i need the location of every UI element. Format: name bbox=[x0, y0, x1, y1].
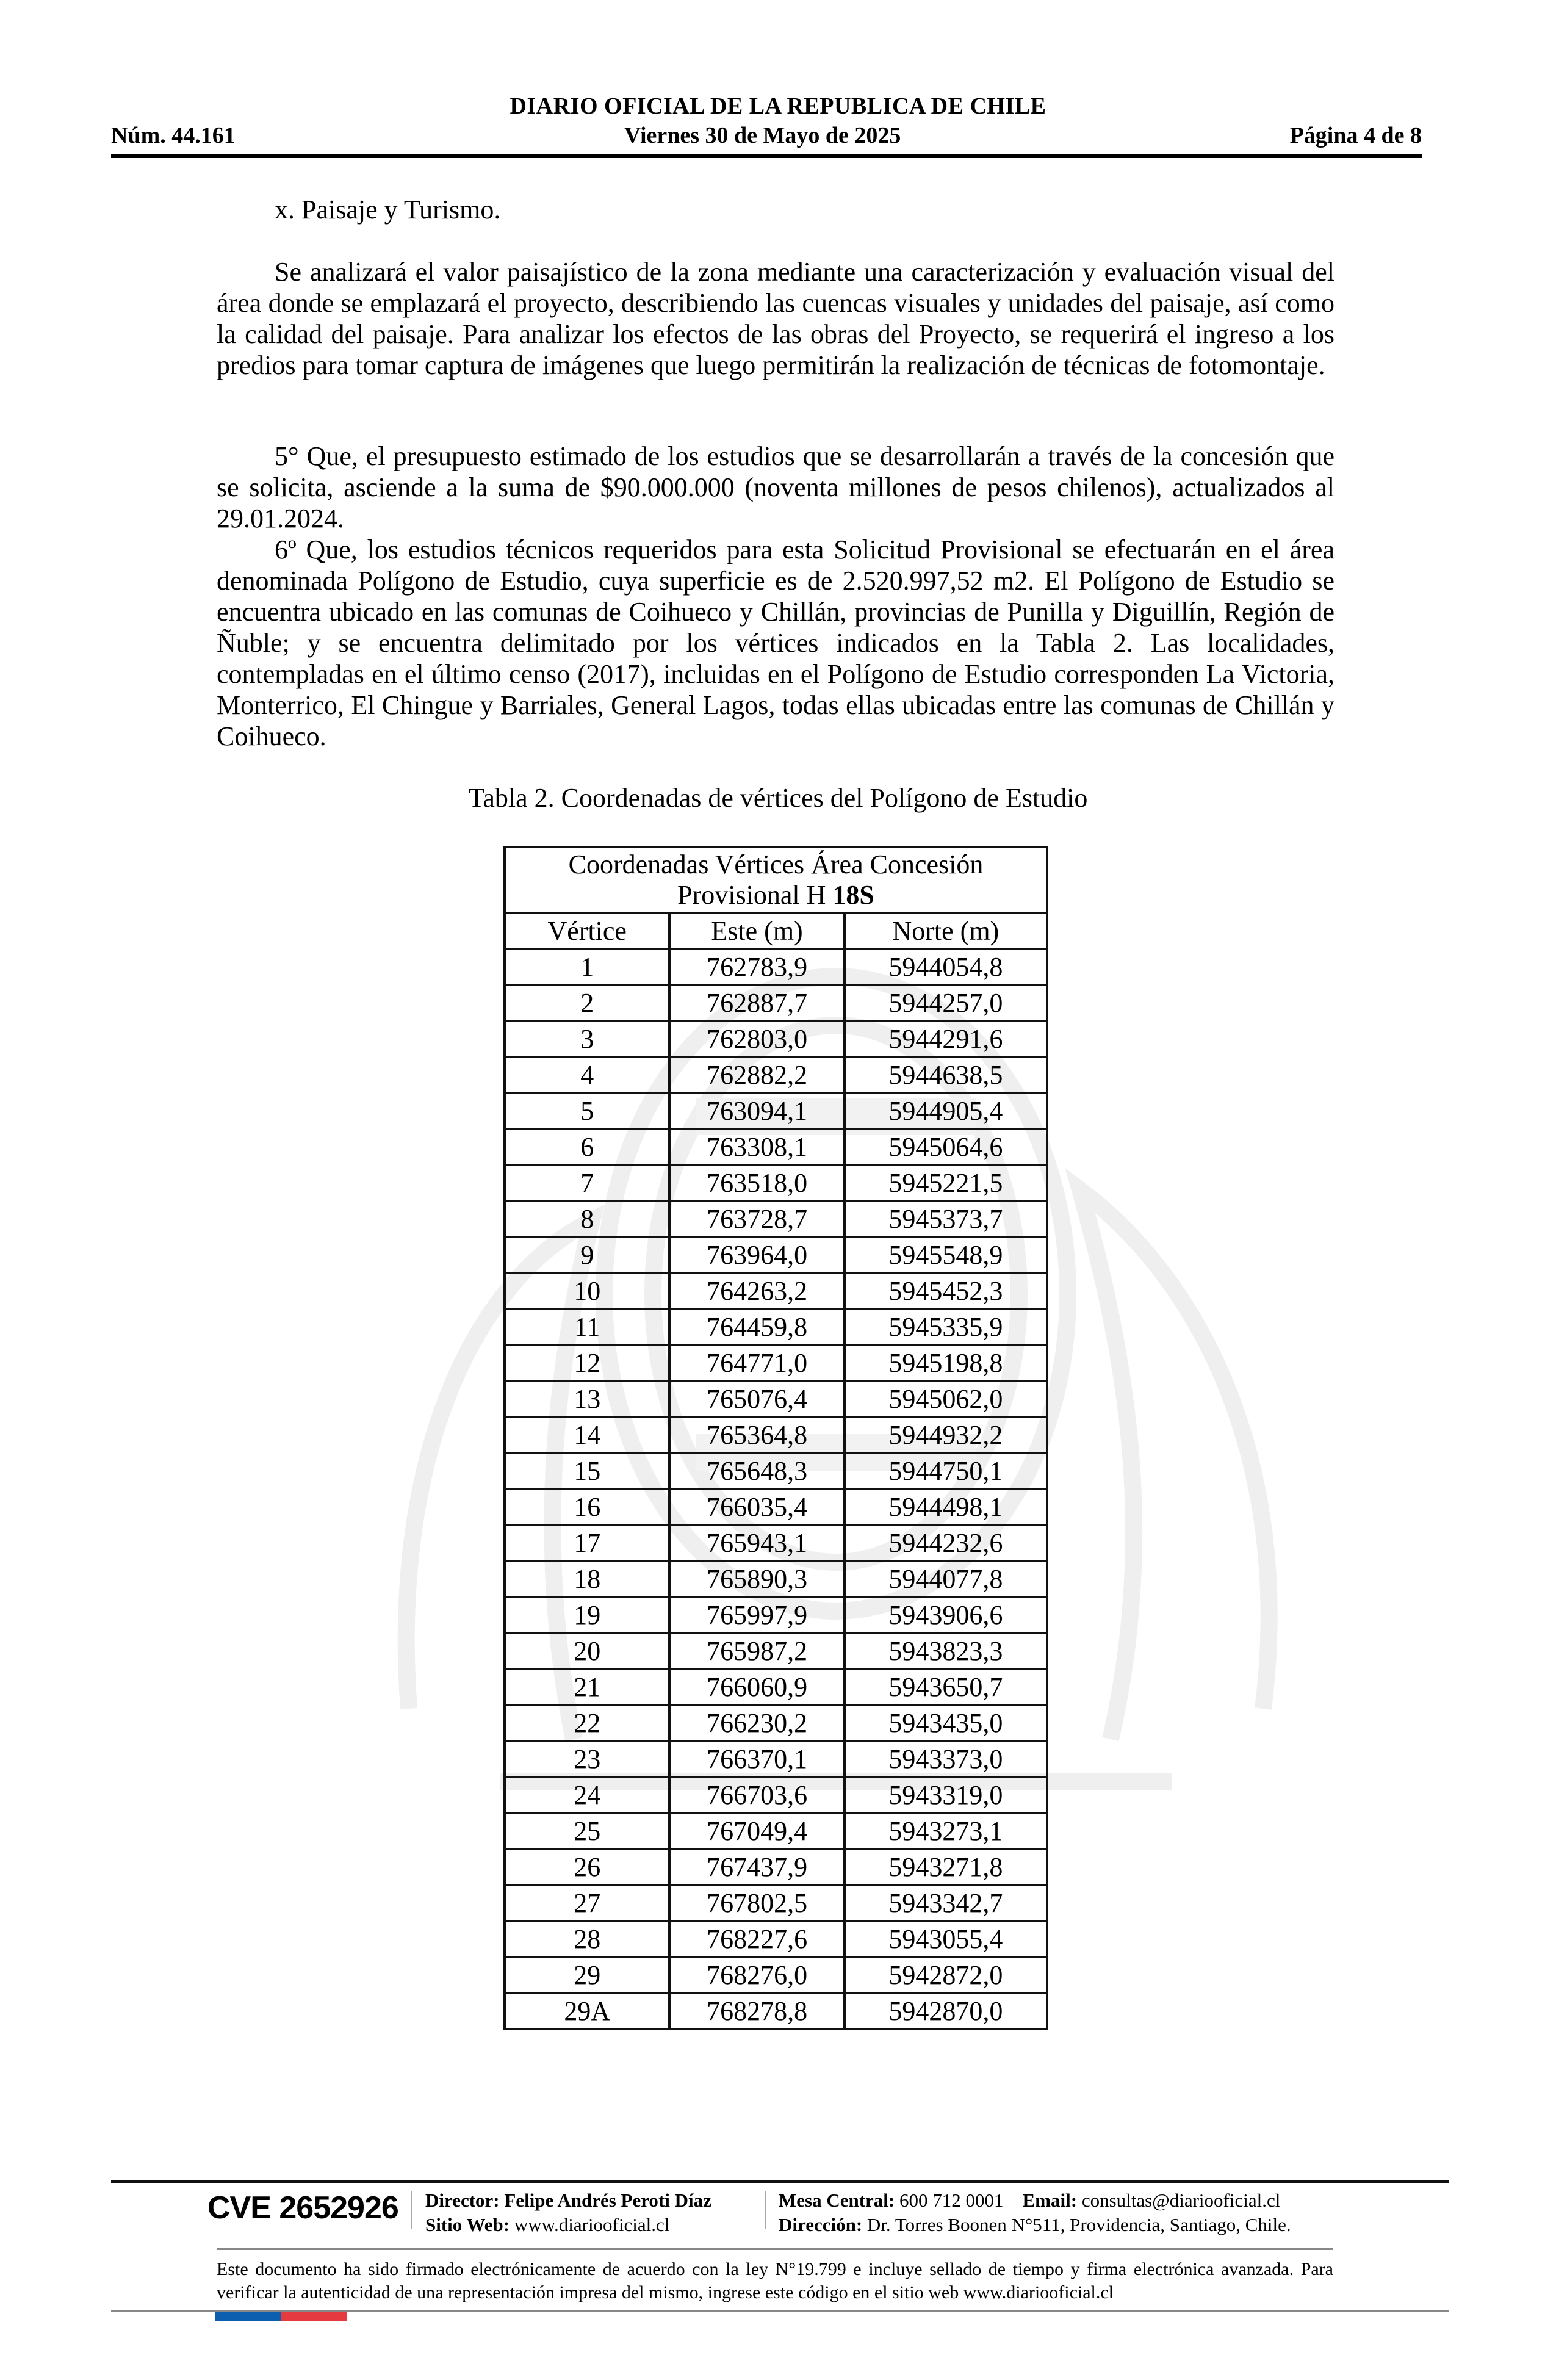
east-cell: 767437,9 bbox=[669, 1849, 844, 1885]
east-cell: 766035,4 bbox=[669, 1489, 844, 1525]
vertex-cell: 1 bbox=[505, 949, 669, 985]
table-title: Coordenadas Vértices Área Concesión Provisional H 18S bbox=[505, 847, 1047, 913]
east-cell: 765364,8 bbox=[669, 1417, 844, 1453]
east-cell: 766703,6 bbox=[669, 1777, 844, 1813]
table-row bbox=[505, 1237, 1047, 1273]
table-row bbox=[505, 1129, 1047, 1165]
east-cell: 765076,4 bbox=[669, 1381, 844, 1417]
east-cell: 762887,7 bbox=[669, 985, 844, 1021]
north-cell: 5943319,0 bbox=[845, 1777, 1047, 1813]
legal-notice: Este documento ha sido firmado electrónicamente de acuerdo con la ley N°19.799 e incluye sellado de tiempo y firma electrónica avanzada. Para verificar la autenticidad de una representación impresa del mismo, ingrese este código en el sitio web www.diariooficial.cl bbox=[217, 2259, 1333, 2302]
publication-title: DIARIO OFICIAL DE LA REPUBLICA DE CHILE bbox=[510, 93, 1046, 119]
north-cell: 5942872,0 bbox=[845, 1957, 1047, 1993]
north-cell: 5945335,9 bbox=[845, 1309, 1047, 1345]
vertex-cell: 25 bbox=[505, 1813, 669, 1849]
flag-stripe-blue bbox=[215, 2312, 281, 2321]
table-row bbox=[505, 1669, 1047, 1705]
vertex-cell: 18 bbox=[505, 1561, 669, 1597]
vertex-cell: 15 bbox=[505, 1453, 669, 1489]
email-link[interactable]: consultas@diariooficial.cl bbox=[1081, 2190, 1281, 2211]
north-cell: 5944257,0 bbox=[845, 985, 1047, 1021]
table-row bbox=[505, 1525, 1047, 1561]
footer-contact-block: Mesa Central: 600 712 0001 Email: consultas@diariooficial.cl Dirección: Dr. Torres Boonen N°511, Providencia, Santiago, Chile. bbox=[779, 2190, 1291, 2235]
table-row bbox=[505, 1345, 1047, 1381]
east-cell: 763518,0 bbox=[669, 1165, 844, 1201]
vertex-cell: 11 bbox=[505, 1309, 669, 1345]
website-link[interactable]: www.diariooficial.cl bbox=[514, 2214, 670, 2235]
north-cell: 5944905,4 bbox=[845, 1093, 1047, 1129]
vertex-cell: 20 bbox=[505, 1633, 669, 1669]
vertex-cell: 9 bbox=[505, 1237, 669, 1273]
east-cell: 768278,8 bbox=[669, 1993, 844, 2029]
table-row bbox=[505, 1921, 1047, 1957]
table-row bbox=[505, 1489, 1047, 1525]
page-number: Página 4 de 8 bbox=[1289, 123, 1422, 148]
east-cell: 763094,1 bbox=[669, 1093, 844, 1129]
paragraph-landscape: Se analizará el valor paisajístico de la zona mediante una caracterización y evaluación visual del área donde se emplazará el proyecto, describiendo las cuencas visuales y unidades del paisaje, así como la calidad del paisaje. Para analizar los efectos de las obras del Proyecto, se requerirá el ingreso a los predios para tomar captura de imágenes que luego permitirán la realización de técnicas de fotomontaje. bbox=[217, 257, 1334, 380]
vertex-cell: 14 bbox=[505, 1417, 669, 1453]
east-cell: 768227,6 bbox=[669, 1921, 844, 1957]
north-cell: 5943373,0 bbox=[845, 1741, 1047, 1777]
phone-number: 600 712 0001 bbox=[899, 2190, 1004, 2211]
table-row bbox=[505, 1381, 1047, 1417]
north-cell: 5945452,3 bbox=[845, 1273, 1047, 1309]
east-cell: 766370,1 bbox=[669, 1741, 844, 1777]
east-cell: 767802,5 bbox=[669, 1885, 844, 1921]
table-row bbox=[505, 1093, 1047, 1129]
table-caption: Tabla 2. Coordenadas de vértices del Polígono de Estudio bbox=[468, 783, 1088, 813]
vertex-cell: 16 bbox=[505, 1489, 669, 1525]
column-header-east: Este (m) bbox=[669, 913, 844, 949]
table-row bbox=[505, 1201, 1047, 1237]
address: Dr. Torres Boonen N°511, Providencia, Santiago, Chile. bbox=[866, 2214, 1291, 2235]
north-cell: 5943823,3 bbox=[845, 1633, 1047, 1669]
east-cell: 762783,9 bbox=[669, 949, 844, 985]
east-cell: 762882,2 bbox=[669, 1057, 844, 1093]
vertex-cell: 12 bbox=[505, 1345, 669, 1381]
vertex-cell: 27 bbox=[505, 1885, 669, 1921]
east-cell: 765997,9 bbox=[669, 1597, 844, 1633]
coordinates-table bbox=[503, 846, 1048, 2030]
footer-separator bbox=[411, 2191, 412, 2229]
vertex-cell: 21 bbox=[505, 1669, 669, 1705]
east-cell: 767049,4 bbox=[669, 1813, 844, 1849]
north-cell: 5945064,6 bbox=[845, 1129, 1047, 1165]
director-name: Felipe Andrés Peroti Díaz bbox=[504, 2190, 711, 2211]
table-row bbox=[505, 1885, 1047, 1921]
vertex-cell: 26 bbox=[505, 1849, 669, 1885]
footer-separator bbox=[765, 2191, 766, 2229]
vertex-cell: 28 bbox=[505, 1921, 669, 1957]
north-cell: 5945221,5 bbox=[845, 1165, 1047, 1201]
north-cell: 5943055,4 bbox=[845, 1921, 1047, 1957]
issue-date: Viernes 30 de Mayo de 2025 bbox=[624, 123, 901, 148]
vertex-cell: 10 bbox=[505, 1273, 669, 1309]
table-row bbox=[505, 1705, 1047, 1741]
north-cell: 5943271,8 bbox=[845, 1849, 1047, 1885]
table-row bbox=[505, 1453, 1047, 1489]
east-cell: 764771,0 bbox=[669, 1345, 844, 1381]
east-cell: 766060,9 bbox=[669, 1669, 844, 1705]
table-row bbox=[505, 1273, 1047, 1309]
north-cell: 5944932,2 bbox=[845, 1417, 1047, 1453]
north-cell: 5945373,7 bbox=[845, 1201, 1047, 1237]
east-cell: 765943,1 bbox=[669, 1525, 844, 1561]
table-row bbox=[505, 949, 1047, 985]
paragraph-study-polygon: 6º Que, los estudios técnicos requeridos para esta Solicitud Provisional se efectuarán en el área denominada Polígono de Estudio, cuya superficie es de 2.520.997,52 m2. El Polígono de Estudio se encuentra ubicado en las comunas de Coihueco y Chillán, provincias de Punilla y Diguillín, Región de Ñuble; y se encuentra delimitado por los vértices indicados en la Tabla 2. Las localidades, contempladas en el último censo (2017), incluidas en el Polígono de Estudio corresponden La Victoria, Monterrico, El Chingue y Barriales, General Lagos, todas ellas ubicadas entre las comunas de Chillán y Coihueco. bbox=[217, 535, 1334, 751]
footer-director-block: Director: Felipe Andrés Peroti Díaz Sitio Web: www.diariooficial.cl bbox=[425, 2190, 711, 2235]
north-cell: 5944638,5 bbox=[845, 1057, 1047, 1093]
table-row bbox=[505, 1165, 1047, 1201]
table-row bbox=[505, 1741, 1047, 1777]
table-row bbox=[505, 1417, 1047, 1453]
east-cell: 766230,2 bbox=[669, 1705, 844, 1741]
east-cell: 763728,7 bbox=[669, 1201, 844, 1237]
east-cell: 765987,2 bbox=[669, 1633, 844, 1669]
north-cell: 5945548,9 bbox=[845, 1237, 1047, 1273]
table-body bbox=[505, 949, 1047, 2029]
vertex-cell: 29A bbox=[505, 1993, 669, 2029]
north-cell: 5944291,6 bbox=[845, 1021, 1047, 1057]
table-row bbox=[505, 985, 1047, 1021]
vertex-cell: 4 bbox=[505, 1057, 669, 1093]
east-cell: 765648,3 bbox=[669, 1453, 844, 1489]
footer-divider-middle bbox=[217, 2248, 1333, 2250]
vertex-cell: 24 bbox=[505, 1777, 669, 1813]
header-meta bbox=[111, 122, 1422, 149]
north-cell: 5943342,7 bbox=[845, 1885, 1047, 1921]
east-cell: 763964,0 bbox=[669, 1237, 844, 1273]
vertex-cell: 13 bbox=[505, 1381, 669, 1417]
table-row bbox=[505, 1597, 1047, 1633]
column-header-vertex: Vértice bbox=[505, 913, 669, 949]
east-cell: 762803,0 bbox=[669, 1021, 844, 1057]
vertex-cell: 5 bbox=[505, 1093, 669, 1129]
north-cell: 5942870,0 bbox=[845, 1993, 1047, 2029]
issue-number: Núm. 44.161 bbox=[111, 123, 236, 148]
east-cell: 764263,2 bbox=[669, 1273, 844, 1309]
east-cell: 764459,8 bbox=[669, 1309, 844, 1345]
north-cell: 5943273,1 bbox=[845, 1813, 1047, 1849]
column-header-north: Norte (m) bbox=[845, 913, 1047, 949]
vertex-cell: 19 bbox=[505, 1597, 669, 1633]
table-row bbox=[505, 1561, 1047, 1597]
east-cell: 765890,3 bbox=[669, 1561, 844, 1597]
vertex-cell: 8 bbox=[505, 1201, 669, 1237]
table-row bbox=[505, 1633, 1047, 1669]
table-row bbox=[505, 1309, 1047, 1345]
flag-stripe-red bbox=[281, 2312, 347, 2321]
footer-divider-top bbox=[111, 2180, 1449, 2183]
section-title: x. Paisaje y Turismo. bbox=[275, 195, 501, 225]
vertex-cell: 7 bbox=[505, 1165, 669, 1201]
north-cell: 5943906,6 bbox=[845, 1597, 1047, 1633]
north-cell: 5944077,8 bbox=[845, 1561, 1047, 1597]
header-divider bbox=[111, 154, 1422, 158]
table-row bbox=[505, 1849, 1047, 1885]
table-row bbox=[505, 1957, 1047, 1993]
vertex-cell: 22 bbox=[505, 1705, 669, 1741]
vertex-cell: 2 bbox=[505, 985, 669, 1021]
north-cell: 5944232,6 bbox=[845, 1525, 1047, 1561]
table-row bbox=[505, 1813, 1047, 1849]
north-cell: 5943435,0 bbox=[845, 1705, 1047, 1741]
table-row bbox=[505, 1993, 1047, 2029]
north-cell: 5943650,7 bbox=[845, 1669, 1047, 1705]
north-cell: 5945198,8 bbox=[845, 1345, 1047, 1381]
cve-code: CVE 2652926 bbox=[207, 2190, 398, 2226]
table-row bbox=[505, 1021, 1047, 1057]
vertex-cell: 17 bbox=[505, 1525, 669, 1561]
north-cell: 5945062,0 bbox=[845, 1381, 1047, 1417]
vertex-cell: 29 bbox=[505, 1957, 669, 1993]
vertex-cell: 23 bbox=[505, 1741, 669, 1777]
north-cell: 5944054,8 bbox=[845, 949, 1047, 985]
north-cell: 5944498,1 bbox=[845, 1489, 1047, 1525]
vertex-cell: 6 bbox=[505, 1129, 669, 1165]
table-row bbox=[505, 1777, 1047, 1813]
vertex-cell: 3 bbox=[505, 1021, 669, 1057]
east-cell: 763308,1 bbox=[669, 1129, 844, 1165]
east-cell: 768276,0 bbox=[669, 1957, 844, 1993]
north-cell: 5944750,1 bbox=[845, 1453, 1047, 1489]
table-row bbox=[505, 1057, 1047, 1093]
paragraph-budget: 5° Que, el presupuesto estimado de los estudios que se desarrollarán a través de la concesión que se solicita, asciende a la suma de $90.000.000 (noventa millones de pesos chilenos), actualizados al 29.01.2024. bbox=[217, 441, 1334, 533]
